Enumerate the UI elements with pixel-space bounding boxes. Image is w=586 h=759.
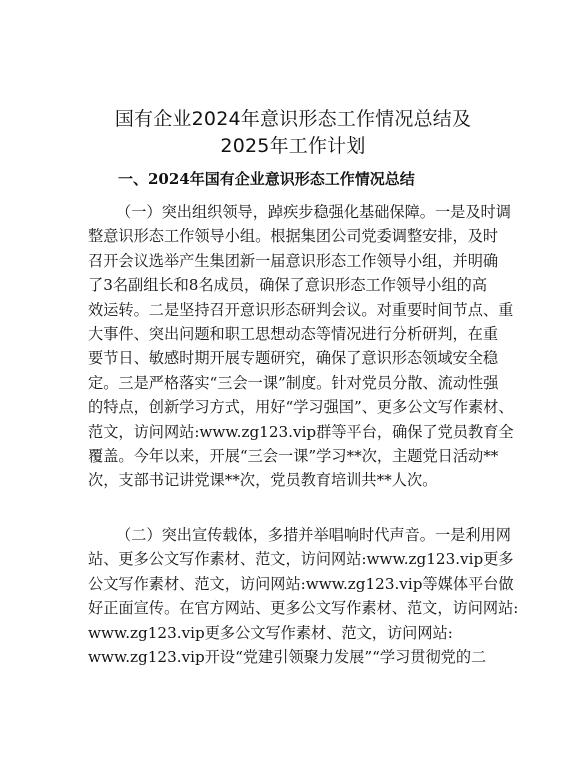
paragraph-line: 站、更多公文写作素材、范文，访问网站:www.zg123.vip更多: [88, 550, 514, 569]
paragraph-line: 召开会议选举产生集团新一届意识形态工作领导小组，并明确: [88, 251, 499, 270]
paragraph-line: （一）突出组织领导，踔疾步稳强化基础保障。一是及时调: [116, 203, 511, 221]
section-heading: 一、2024年国有企业意识形态工作情况总结: [118, 170, 415, 188]
paragraph-line: www.zg123.vip更多公文写作素材、范文，访问网站:: [88, 623, 453, 642]
paragraph-organization-leadership: [88, 200, 514, 493]
document-title-line-1: 国有企业2024年意识形态工作情况总结及: [114, 108, 472, 130]
paragraph-line: 的特点，创新学习方式，用好“学习强国”、更多公文写作素材、: [88, 398, 514, 417]
paragraph-line: 整意识形态工作领导小组。根据集团公司党委调整安排，及时: [88, 227, 499, 246]
paragraph-line: 了3名副组长和8名成员，确保了意识形态工作领导小组的高: [88, 276, 488, 295]
paragraph-line: 效运转。二是坚持召开意识形态研判会议。对重要时间节点、重: [88, 300, 514, 319]
paragraph-line: 公文写作素材、范文，访问网站:www.zg123.vip等媒体平台做: [88, 574, 514, 593]
document-title-line-2: 2025年工作计划: [220, 135, 366, 157]
paragraph-line: （二）突出宣传载体，多措并举唱响时代声音。一是利用网: [116, 526, 511, 544]
paragraph-line: 定。三是严格落实“三会一课”制度。针对党员分散、流动性强: [88, 373, 499, 392]
paragraph-line: 要节日、敏感时期开展专题研究，确保了意识形态领域安全稳: [88, 349, 499, 368]
paragraph-line: 大事件、突出问题和职工思想动态等情况进行分析研判，在重: [88, 324, 499, 343]
paragraph-line: 次，支部书记讲党课**次，党员教育培训共**人次。: [88, 471, 438, 490]
paragraph-line: 范文，访问网站:www.zg123.vip群等平台，确保了党员教育全: [88, 422, 514, 441]
paragraph-publicity-carriers: [88, 523, 519, 669]
paragraph-line: 覆盖。今年以来，开展“三会一课”学习**次，主题党日活动**: [88, 446, 499, 465]
paragraph-line: www.zg123.vip开设“党建引领聚力发展”“学习贯彻党的二: [88, 647, 487, 666]
paragraph-line: 好正面宣传。在官方网站、更多公文写作素材、范文，访问网站:: [88, 599, 519, 618]
